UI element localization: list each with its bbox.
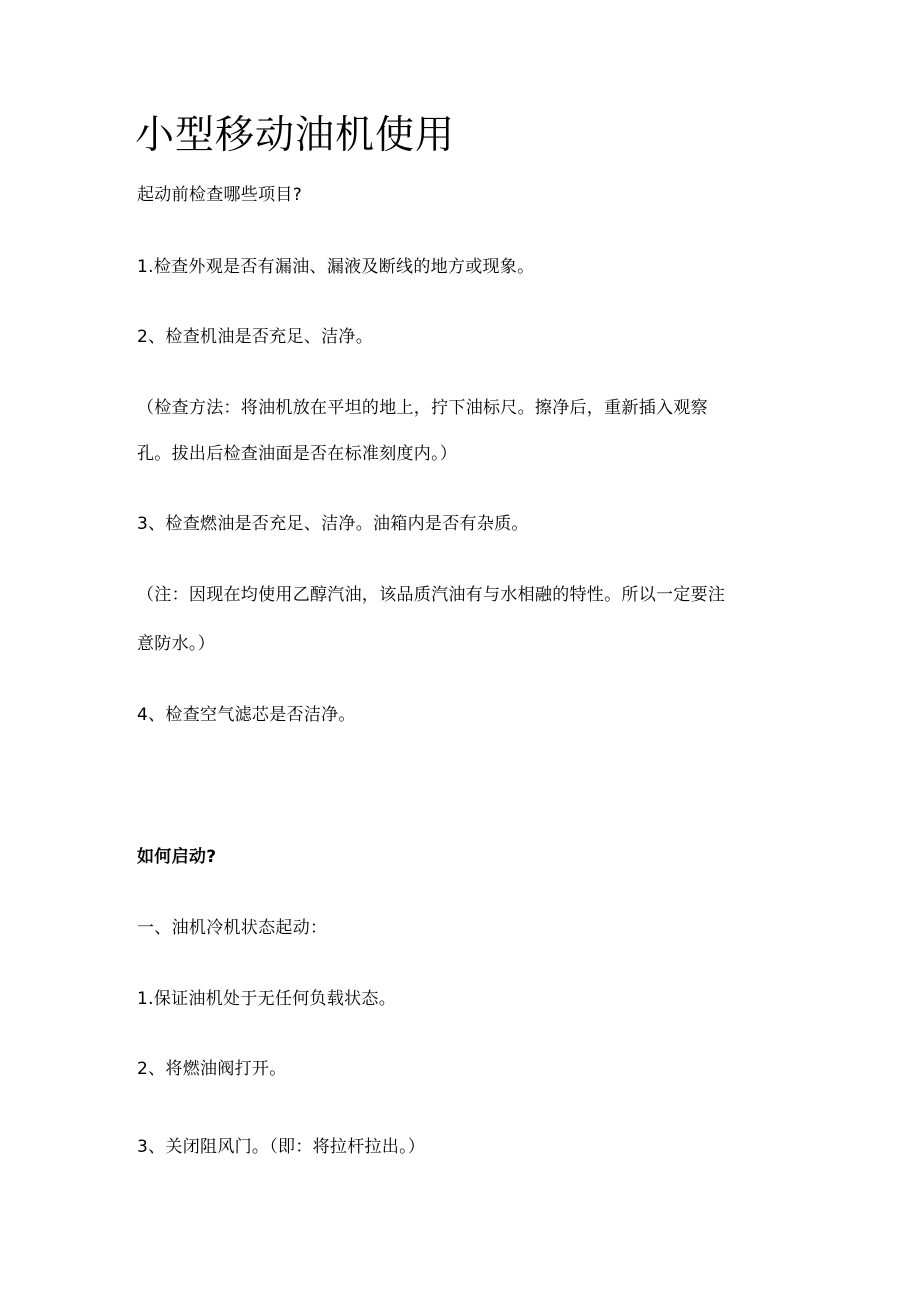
page-title: 小型移动油机使用: [135, 113, 456, 158]
list-item: 2、检查机油是否充足、洁净。: [137, 327, 374, 347]
section-heading-pre-start-check: 起动前检查哪些项目?: [137, 185, 303, 205]
list-item: 1.检查外观是否有漏油、漏液及断线的地方或现象。: [137, 257, 535, 277]
list-item: 2、将燃油阀打开。: [137, 1059, 287, 1079]
list-item: 4、检查空气滤芯是否洁净。: [137, 705, 356, 725]
subsection-heading-cold-start: 一、油机冷机状态起动：: [137, 918, 328, 938]
list-item: （注：因现在均使用乙醇汽油，该品质汽油有与水相融的特性。所以一定要注: [137, 585, 726, 605]
list-item: 意防水。）: [137, 634, 215, 654]
list-item: 孔。拔出后检查油面是否在标准刻度内。）: [137, 444, 458, 464]
list-item: 3、检查燃油是否充足、洁净。油箱内是否有杂质。: [137, 514, 529, 534]
section-heading-how-to-start: 如何启动?: [137, 847, 217, 867]
list-item: 1.保证油机处于无任何负载状态。: [137, 989, 397, 1009]
list-item: （检查方法：将油机放在平坦的地上，拧下油标尺。擦净后，重新插入观察: [137, 398, 708, 418]
list-item: 3、关闭阻风门。（即：将拉杆拉出。）: [137, 1137, 426, 1157]
